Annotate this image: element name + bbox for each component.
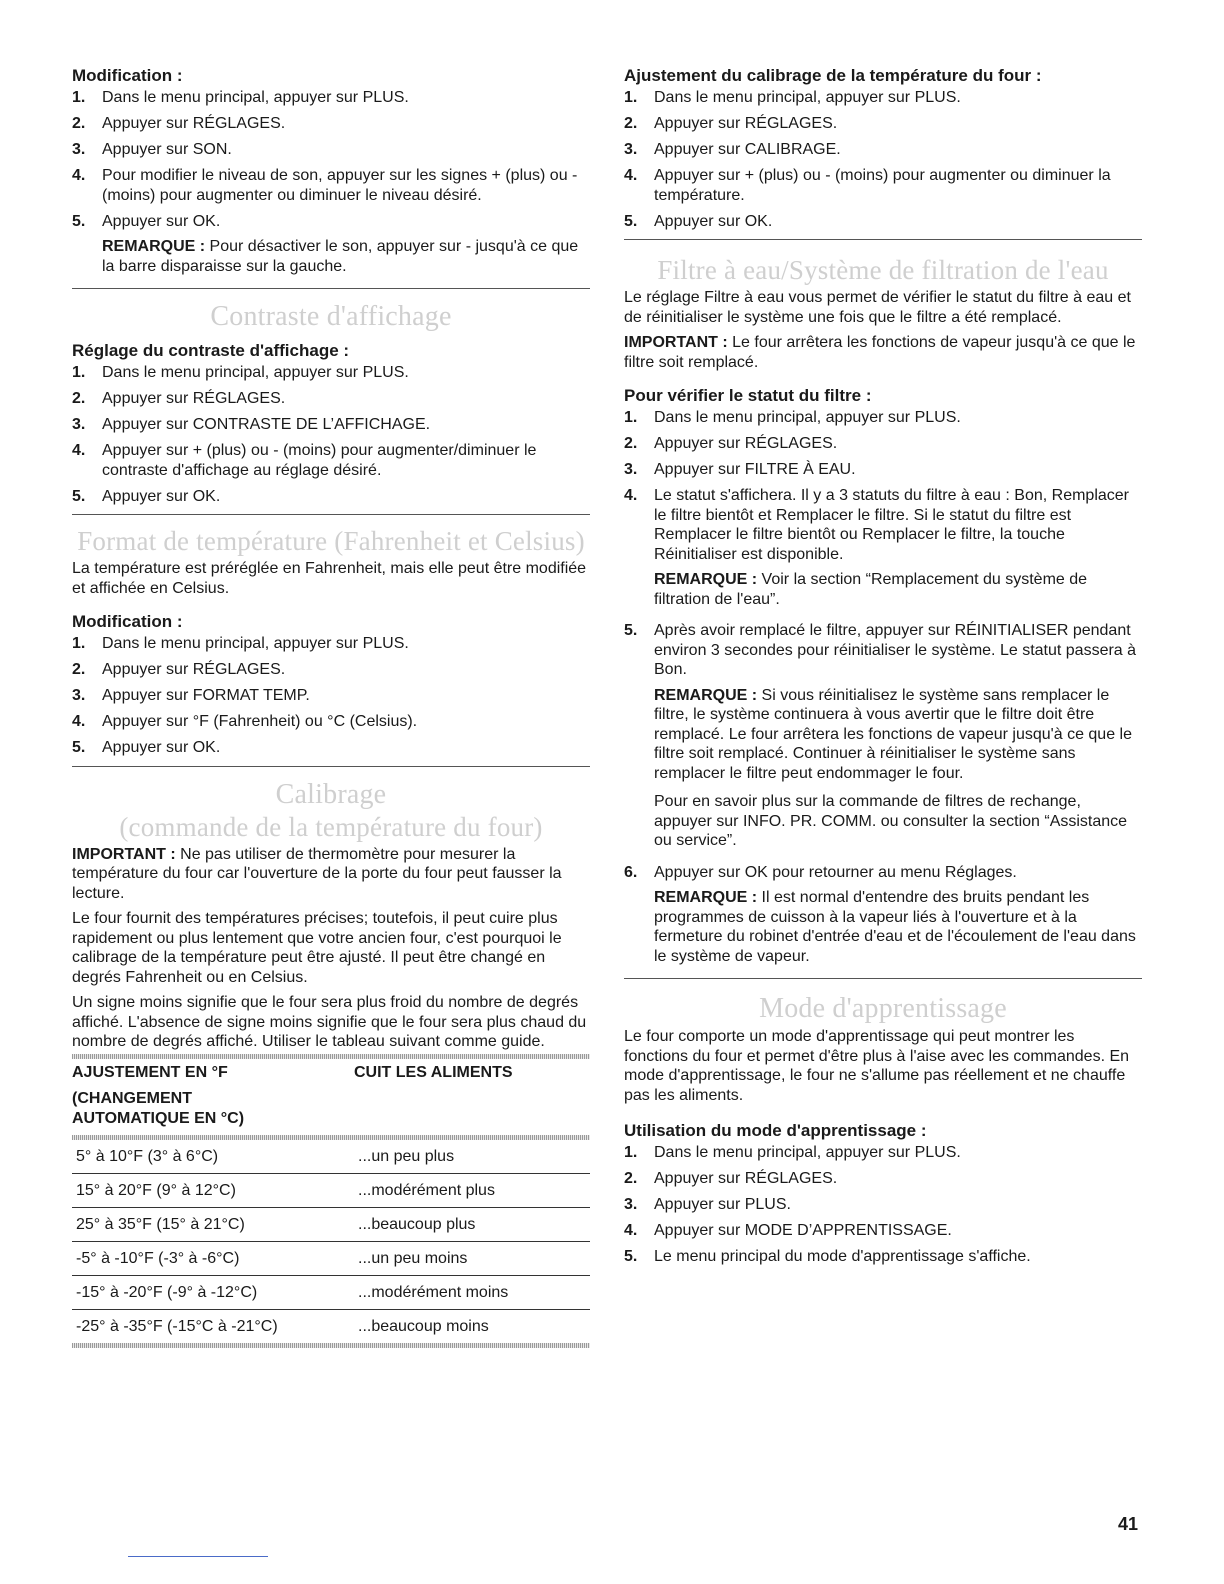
list-item: 3. Appuyer sur PLUS. <box>624 1196 791 1213</box>
sound-steps <box>72 88 590 276</box>
table-row: -25° à -35°F (-15°C à -21°C) ...beaucoup moins <box>76 1317 489 1335</box>
note: REMARQUE : Si vous réinitialisez le système sans remplacer le filtre, le système continuera à vous avertir que le filtre doit être remplacé. Le four arrêtera les fonctions de vapeur jusqu'à ce que le filtre soit remplacé. Continuer à réinitialiser le système sans remplacer le filtre peut endommager le four. <box>654 686 1132 782</box>
table-header-row <box>72 1059 590 1129</box>
table-header-effect: CUIT LES ALIMENTS <box>354 1063 513 1081</box>
page-number: 41 <box>1118 1514 1139 1534</box>
list-item: 5. Appuyer sur OK. REMARQUE : Pour désactiver le son, appuyer sur - jusqu'à ce que la barre disparaisse sur la gauche. <box>72 212 590 277</box>
list-item: 2. Appuyer sur RÉGLAGES. <box>624 435 838 452</box>
list-item: 1. Dans le menu principal, appuyer sur PLUS. <box>624 89 961 106</box>
table-row: 15° à 20°F (9° à 12°C) ...modérément plus <box>72 1173 590 1207</box>
section-heading-learning-mode: Mode d'apprentissage <box>759 993 1007 1024</box>
table-row: -5° à -10°F (-3° à -6°C) ...un peu moins <box>72 1241 590 1275</box>
contrast-subtitle: Réglage du contraste d'affichage : <box>72 341 350 360</box>
list-item: 6. Appuyer sur OK pour retourner au menu Réglages. REMARQUE : Il est normal d'entendre des bruits pendant les programmes de cuisson à la vapeur liés à l'ouverture et à la fermeture du robinet d'entrée d'eau et de l'écoulement de l'eau dans le système de vapeur. <box>624 863 1142 967</box>
table-header-adjustment: AJUSTEMENT EN °F (CHANGEMENT AUTOMATIQUE EN °C) <box>72 1063 245 1127</box>
list-item: 4. Appuyer sur + (plus) ou - (moins) pour augmenter/diminuer le contraste d'affichage au réglage désiré. <box>72 442 537 479</box>
list-item: 1. Dans le menu principal, appuyer sur PLUS. <box>624 409 961 426</box>
divider <box>72 766 590 767</box>
table-bottom-border <box>72 1343 590 1348</box>
divider <box>72 288 590 289</box>
list-item: 4. Appuyer sur °F (Fahrenheit) ou °C (Celsius). <box>72 713 418 730</box>
modification-title: Modification : <box>72 612 183 631</box>
calibration-paragraph: Un signe moins signifie que le four sera plus froid du nombre de degrés affiché. L'absence de signe moins signifie que le four sera plus chaud du nombre de degrés affiché. Utiliser le tableau suivant comme guide. <box>72 994 587 1050</box>
left-column <box>72 66 590 1348</box>
verify-filter-title: Pour vérifier le statut du filtre : <box>624 386 872 405</box>
list-item: 3. Appuyer sur FORMAT TEMP. <box>72 687 310 704</box>
section-heading-calibration-sub: (commande de la température du four) <box>119 811 543 842</box>
format-steps <box>72 634 590 758</box>
note: REMARQUE : Il est normal d'entendre des bruits pendant les programmes de cuisson à la vapeur liés à l'ouverture et à la fermeture du robinet d'entrée d'eau et de l'écoulement de l'eau dans le système de vapeur. <box>654 889 1136 965</box>
list-item: 5. Le menu principal du mode d'apprentissage s'affiche. <box>624 1248 1031 1265</box>
filter-intro: Le réglage Filtre à eau vous permet de vérifier le statut du filtre à eau et de réinitialiser le système une fois que le filtre a été remplacé. <box>624 289 1131 326</box>
format-intro: La température est préréglée en Fahrenheit, mais elle peut être modifiée et affichée en Celsius. <box>72 560 587 597</box>
calibration-steps <box>624 88 1142 231</box>
learning-intro: Le four comporte un mode d'apprentissage qui peut montrer les fonctions du four et permet d'être plus à l'aise avec les commandes. En mode d'apprentissage, le four ne s'allume pas réellement et ne chauffe pas les aliments. <box>624 1028 1130 1104</box>
note: Pour en savoir plus sur la commande de filtres de rechange, appuyer sur INFO. PR. COMM. ou consulter la section “Assistance ou service”. <box>654 793 1128 849</box>
section-heading-contrast: Contraste d'affichage <box>210 301 452 332</box>
list-item: 3. Appuyer sur CONTRASTE DE L’AFFICHAGE. <box>72 416 431 433</box>
list-item: 1. Dans le menu principal, appuyer sur PLUS. <box>624 1144 961 1161</box>
calibration-adjust-title: Ajustement du calibrage de la température du four : <box>624 66 1042 85</box>
list-item: 4. Appuyer sur + (plus) ou - (moins) pour augmenter ou diminuer la température. <box>624 167 1111 204</box>
list-item: 1. Dans le menu principal, appuyer sur PLUS. <box>72 635 409 652</box>
calibration-paragraph: Le four fournit des températures précises; toutefois, il peut cuire plus rapidement ou plus lentement que votre ancien four, c'est pourquoi le calibrage de la température peut être ajusté. Il peut être changé en degrés Fahrenheit ou en Celsius. <box>72 910 562 986</box>
section-heading-temperature-format: Format de température (Fahrenheit et Celsius) <box>77 526 585 556</box>
list-item: 2. Appuyer sur RÉGLAGES. <box>624 1170 838 1187</box>
note: REMARQUE : Voir la section “Remplacement du système de filtration de l'eau”. <box>654 571 1088 608</box>
section-heading-calibration: Calibrage <box>275 778 387 810</box>
note: REMARQUE : Pour désactiver le son, appuyer sur - jusqu'à ce que la barre disparaisse sur la gauche. <box>102 238 579 275</box>
modification-title: Modification : <box>72 66 183 85</box>
learning-subtitle: Utilisation du mode d'apprentissage : <box>624 1121 927 1140</box>
list-item: 3. Appuyer sur SON. <box>72 141 232 158</box>
section-heading-water-filter: Filtre à eau/Système de filtration de l'eau <box>657 255 1109 285</box>
table-row: 5° à 10°F (3° à 6°C) ...un peu plus <box>72 1140 590 1174</box>
list-item: 2. Appuyer sur RÉGLAGES. <box>72 661 286 678</box>
list-item: 2. Appuyer sur RÉGLAGES. <box>624 115 838 132</box>
divider <box>624 978 1142 979</box>
list-item: 2. Appuyer sur RÉGLAGES. <box>72 390 286 407</box>
divider <box>72 514 590 515</box>
list-item: 1. Dans le menu principal, appuyer sur PLUS. <box>72 364 409 381</box>
list-item: 5. Après avoir remplacé le filtre, appuyer sur RÉINITIALISER pendant environ 3 secondes pour réinitialiser le système. Le statut passera à Bon. REMARQUE : Si vous réinitialisez le système sans remplacer le filtre, le système continuera à vous avertir que le filtre doit être remplacé. Le four arrêtera les fonctions de vapeur jusqu'à ce que le filtre soit remplacé. Continuer à réinitialiser le système sans remplacer le filtre peut endommager le four. Pour en savoir plus sur la commande de filtres de rechange, appuyer sur INFO. PR. COMM. ou consulter la section “Assistance ou service”. <box>624 621 1142 851</box>
list-item: 4. Appuyer sur MODE D’APPRENTISSAGE. <box>624 1222 952 1239</box>
list-item: 2. Appuyer sur RÉGLAGES. <box>72 115 286 132</box>
list-item: 3. Appuyer sur CALIBRAGE. <box>624 141 841 158</box>
filter-important: IMPORTANT : Le four arrêtera les fonctions de vapeur jusqu'à ce que le filtre soit remplacé. <box>624 334 1136 371</box>
calibration-table <box>72 1059 590 1343</box>
list-item: 4. Le statut s'affichera. Il y a 3 statuts du filtre à eau : Bon, Remplacer le filtre bientôt et Remplacer le filtre. Si le statut du filtre est Remplacer le filtre bientôt ou Remplacer le filtre, la touche Réinitialiser est disponible. REMARQUE : Voir la section “Remplacement du système de filtration de l'eau”. <box>624 486 1142 609</box>
list-item: 3. Appuyer sur FILTRE À EAU. <box>624 461 856 478</box>
calibration-important: IMPORTANT : Ne pas utiliser de thermomètre pour mesurer la température du four car l'ouverture de la porte du four peut fausser la lecture. <box>72 845 562 902</box>
verify-filter-steps <box>624 408 1142 966</box>
table-row: 25° à 35°F (15° à 21°C) ...beaucoup plus <box>72 1207 590 1241</box>
list-item: 5. Appuyer sur OK. <box>72 739 221 756</box>
table-row: -15° à -20°F (-9° à -12°C) ...modérément moins <box>72 1275 590 1309</box>
right-column <box>624 66 1142 1273</box>
list-item: 4. Pour modifier le niveau de son, appuyer sur les signes + (plus) ou - (moins) pour augmenter ou diminuer le niveau désiré. <box>72 167 578 204</box>
list-item: 5. Appuyer sur OK. <box>72 487 221 505</box>
list-item: 1. Dans le menu principal, appuyer sur PLUS. <box>72 89 409 106</box>
contrast-steps <box>72 363 590 506</box>
learning-steps <box>624 1143 1142 1267</box>
footer-line <box>128 1556 268 1557</box>
list-item: 5. Appuyer sur OK. <box>624 212 773 230</box>
divider <box>624 239 1142 240</box>
